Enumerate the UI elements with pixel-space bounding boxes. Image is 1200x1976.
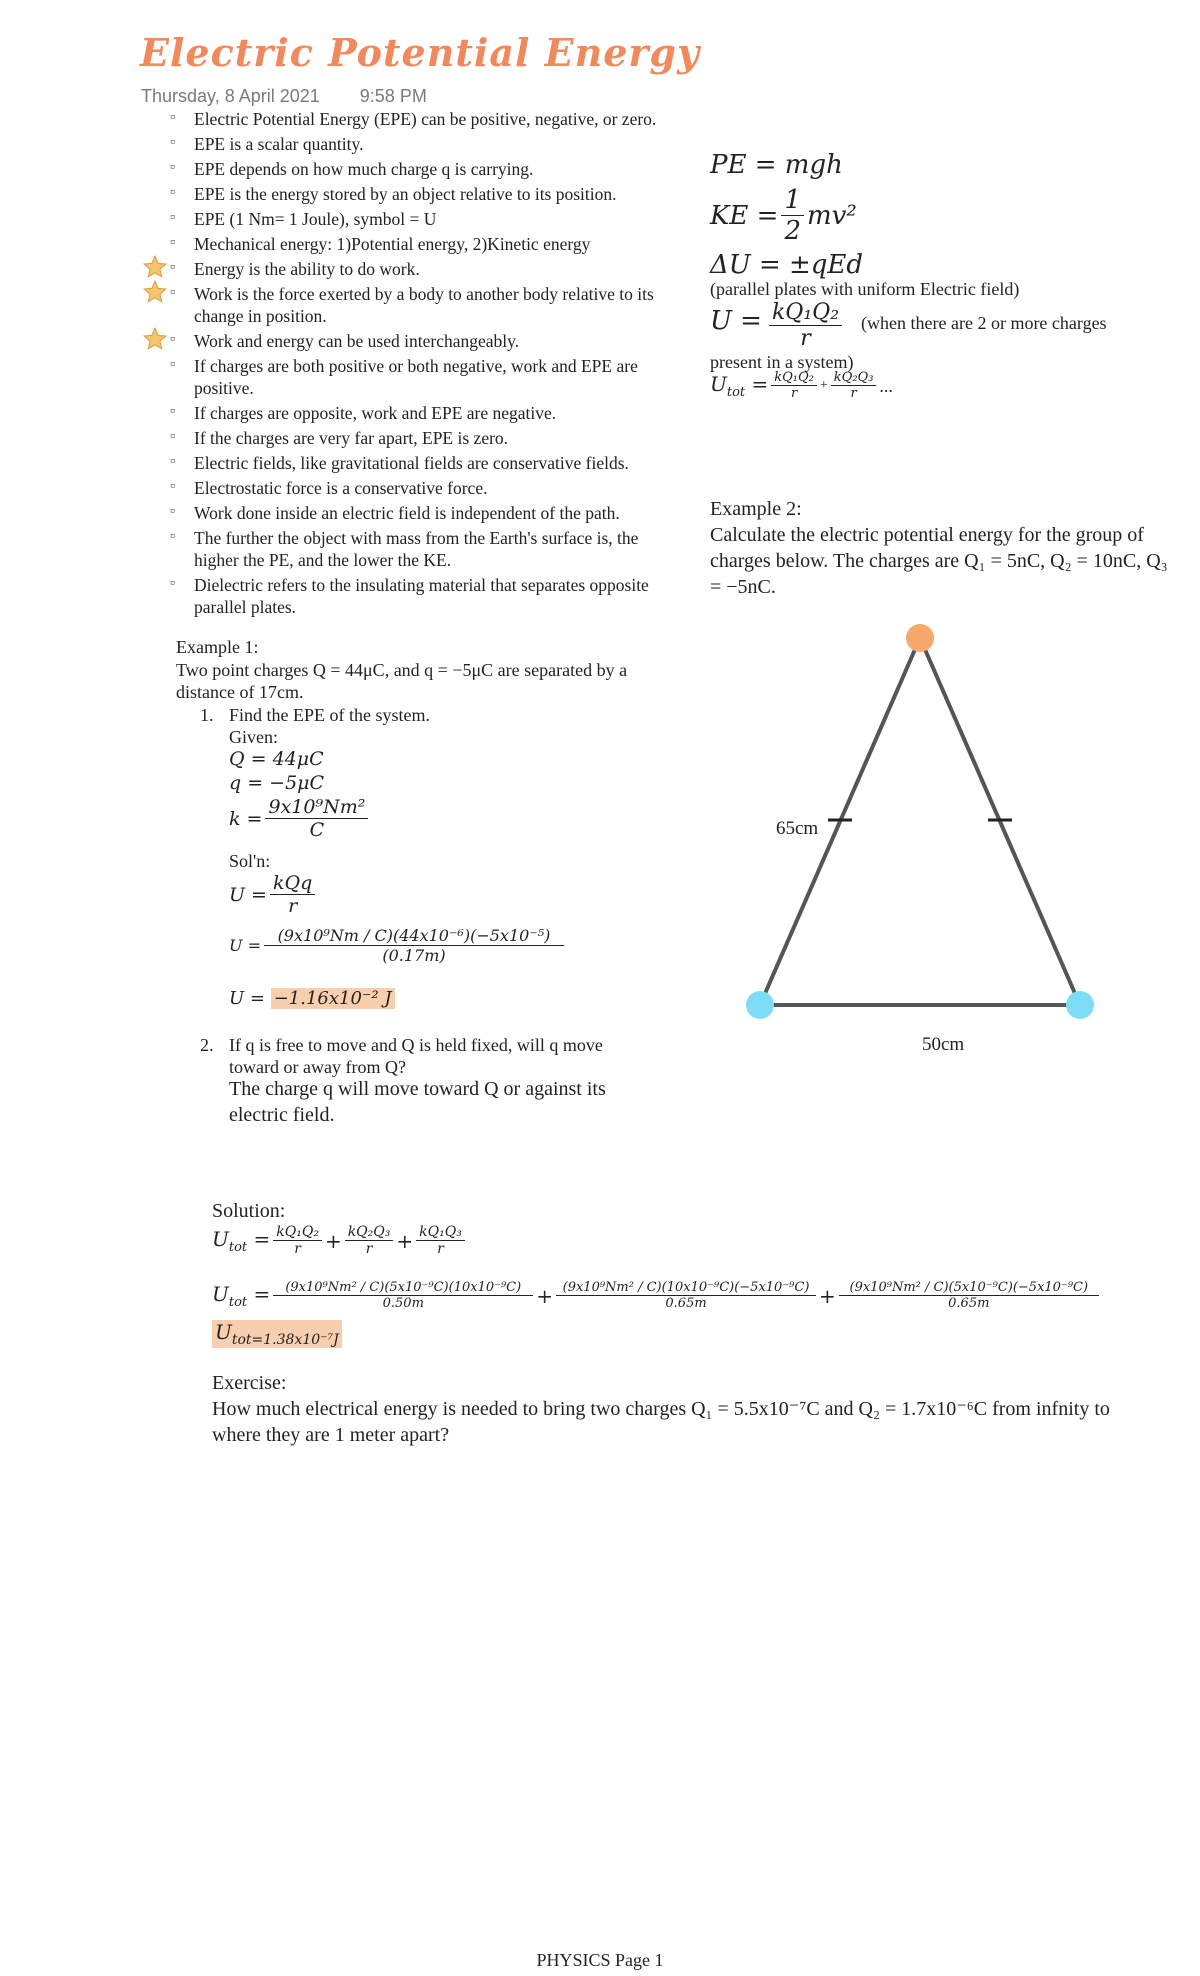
base-length-label: 50cm: [922, 1034, 965, 1055]
example1-given-q: q = −5μC: [229, 772, 325, 794]
solution-sub-plus2: +: [819, 1283, 836, 1308]
bullet-text: The further the object with mass from the Earth's surface is, the higher the PE, and the lower the KE.: [194, 528, 639, 570]
example1-answer-value: −1.16x10⁻² J: [271, 988, 395, 1009]
example2-label: Example 2:: [710, 498, 802, 520]
example1-k-left: k =: [229, 807, 263, 830]
example1-calc: [229, 926, 567, 965]
example1-u-formula: [229, 872, 318, 917]
notes-bullet-list: [170, 108, 670, 621]
charge-triangle-diagram: [740, 620, 1120, 1055]
bullet-text: EPE (1 Nm= 1 Joule), symbol = U: [194, 209, 437, 229]
bullet-item: [170, 233, 670, 255]
bullet-text: EPE is the energy stored by an object relative to its position.: [194, 184, 617, 204]
formula-utot: [710, 370, 893, 401]
example1-problem: Two point charges Q = 44μC, and q = −5μC are separated by a distance of 17cm.: [176, 660, 628, 702]
bullet-item: [170, 208, 670, 230]
bullet-item: [170, 108, 670, 130]
bullet-item: [170, 427, 670, 449]
example1-k-num: 9x10⁹Nm²: [265, 796, 368, 819]
example1-u-num: kQq: [270, 872, 315, 895]
example1-label: Example 1:: [176, 637, 259, 657]
example1-answer: [229, 988, 395, 1009]
example1-soln-label: Sol'n:: [229, 851, 271, 871]
bullet-item: [170, 402, 670, 424]
side-length-label: 65cm: [776, 818, 819, 839]
bullet-text: Work and energy can be used interchangeably.: [194, 331, 520, 351]
solution-term1-den: 0.50m: [382, 1296, 424, 1311]
solution-answer-left: U: [215, 1320, 232, 1344]
solution-r2: r: [365, 1241, 373, 1257]
star-icon: [142, 326, 168, 352]
bullet-text: Electrostatic force is a conservative force.: [194, 478, 488, 498]
formula-u-den: r: [800, 326, 811, 351]
formula-u-note: (when there are 2 or more charges present in a system): [710, 313, 1107, 372]
solution-sub-left: U: [212, 1281, 229, 1306]
example1-given-label: Given:: [229, 727, 278, 747]
example1-calc-left: U =: [229, 936, 261, 955]
example1-calc-den: (0.17m): [382, 946, 446, 965]
example1-calc-num: (9x10⁹Nm / C)(44x10⁻⁶)(−5x10⁻⁵): [264, 926, 564, 946]
page-title: Electric Potential Energy: [140, 30, 701, 75]
example1-u-left: U =: [229, 883, 267, 906]
example2-problem: Calculate the electric potential energy for the group of charges below. The charges are Q₁ = 5nC, Q₂ = 10nC, Q₃ = −5nC.: [710, 524, 1168, 598]
example1-given-Q: Q = 44μC: [229, 748, 324, 770]
example1-u-den: r: [288, 895, 298, 917]
bullet-text: Work is the force exerted by a body to another body relative to its change in position.: [194, 284, 654, 326]
formula-utot-num1: kQ₁Q₂: [771, 370, 817, 386]
formula-u: [710, 300, 1130, 373]
solution-sub-eq: =: [247, 1281, 271, 1306]
formula-ke-left: KE =: [710, 200, 779, 231]
solution-plus1: +: [324, 1228, 342, 1253]
bullet-text: EPE depends on how much charge q is carrying.: [194, 159, 534, 179]
example1-k: [229, 796, 371, 841]
bullet-item: [170, 355, 670, 399]
example1-q1-index: 1.: [200, 705, 214, 725]
formula-delta-u: ΔU = ±qEd: [710, 250, 864, 280]
solution-utot-left: U: [212, 1226, 229, 1251]
solution-label: Solution:: [212, 1200, 286, 1222]
star-icon: [142, 279, 168, 305]
formula-delta-u-note: (parallel plates with uniform Electric field): [710, 279, 1020, 299]
formula-utot-sub: tot: [726, 384, 746, 400]
bullet-text: Electric fields, like gravitational fields are conservative fields.: [194, 453, 629, 473]
formula-u-left: U =: [710, 306, 762, 337]
solution-answer: [212, 1320, 342, 1348]
formula-ke-num: 1: [781, 185, 804, 216]
bullet-item: [170, 502, 670, 524]
example1-k-den: C: [309, 819, 325, 841]
formula-u-num: kQ₁Q₂: [769, 300, 842, 326]
formula-utot-dots: ...: [879, 375, 893, 396]
formula-utot-den2: r: [850, 386, 857, 401]
formula-utot-num2: kQ₂Q₃: [831, 370, 877, 386]
solution-sub-plus1: +: [536, 1283, 554, 1308]
bullet-item: [170, 283, 670, 327]
star-icon: [142, 254, 168, 280]
example1-answer-left: U =: [229, 988, 265, 1009]
solution-term2-num: (9x10⁹Nm² / C)(10x10⁻⁹C)(−5x10⁻⁹C): [556, 1280, 816, 1296]
solution-t1: kQ₁Q₂: [273, 1224, 322, 1241]
bullet-item: [170, 183, 670, 205]
charge-bottom-left: [746, 991, 774, 1019]
solution-term1-num: (9x10⁹Nm² / C)(5x10⁻⁹C)(10x10⁻⁹C): [273, 1280, 533, 1296]
bullet-text: Dielectric refers to the insulating material that separates opposite parallel plates.: [194, 575, 649, 617]
solution-formula: [212, 1224, 468, 1257]
solution-term3-num: (9x10⁹Nm² / C)(5x10⁻⁹C)(−5x10⁻⁹C): [839, 1280, 1099, 1296]
solution-r3: r: [437, 1241, 444, 1257]
solution-utot-sub: tot: [228, 1239, 248, 1255]
bullet-text: Work done inside an electric field is independent of the path.: [194, 503, 620, 523]
bullet-item: [170, 258, 670, 280]
formula-utot-den1: r: [790, 386, 798, 401]
page-timestamp: [141, 86, 427, 107]
solution-term2-den: 0.65m: [665, 1296, 707, 1311]
formula-ke-den: 2: [784, 216, 801, 246]
bullet-item: [170, 330, 670, 352]
bullet-item: [170, 574, 670, 618]
page-time: 9:58 PM: [359, 86, 427, 106]
solution-sub-sub: tot: [228, 1294, 248, 1310]
bullet-text: If the charges are very far apart, EPE is zero.: [194, 428, 509, 448]
solution-answer-value: tot=1.38x10⁻⁷J: [231, 1332, 339, 1348]
solution-utot-eq: =: [247, 1226, 271, 1251]
bullet-text: Mechanical energy: 1)Potential energy, 2)Kinetic energy: [194, 234, 591, 254]
solution-t2: kQ₂Q₃: [345, 1224, 394, 1241]
solution-r1: r: [294, 1241, 301, 1257]
solution-t3: kQ₁Q₃: [416, 1224, 465, 1241]
formula-ke: [710, 185, 857, 246]
bullet-text: EPE is a scalar quantity.: [194, 134, 364, 154]
charge-bottom-right: [1066, 991, 1094, 1019]
solution-term3-den: 0.65m: [948, 1296, 990, 1311]
exercise-label: Exercise:: [212, 1372, 287, 1394]
formula-utot-left: U: [710, 371, 727, 396]
bullet-item: [170, 477, 670, 499]
example1-q1: Find the EPE of the system.: [229, 705, 430, 725]
solution-substitution: [212, 1280, 1102, 1311]
example1-q2-index: 2.: [200, 1035, 214, 1055]
bullet-item: [170, 133, 670, 155]
example1-q2: If q is free to move and Q is held fixed, will q move toward or away from Q?: [229, 1035, 603, 1077]
formula-pe: PE = mgh: [710, 150, 843, 180]
solution-plus2: +: [396, 1228, 414, 1253]
bullet-text: Electric Potential Energy (EPE) can be positive, negative, or zero.: [194, 109, 657, 129]
page-footer: PHYSICS Page 1: [536, 1950, 664, 1970]
bullet-item: [170, 452, 670, 474]
formula-utot-eq: =: [745, 371, 769, 396]
bullet-item: [170, 527, 670, 571]
charge-q1-top: [906, 624, 934, 652]
bullet-text: Energy is the ability to do work.: [194, 259, 420, 279]
bullet-text: If charges are opposite, work and EPE are negative.: [194, 403, 557, 423]
bullet-text: If charges are both positive or both negative, work and EPE are positive.: [194, 356, 638, 398]
bullet-item: [170, 158, 670, 180]
formula-ke-right: mv²: [807, 200, 857, 231]
example1-answer2: The charge q will move toward Q or against its electric field.: [229, 1078, 606, 1126]
exercise-text: How much electrical energy is needed to bring two charges Q₁ = 5.5x10⁻⁷C and Q₂ = 1.7x10⁻⁶C from infnity to where they are 1 meter apart?: [212, 1398, 1110, 1446]
formula-utot-plus: +: [819, 377, 828, 393]
page-date: Thursday, 8 April 2021: [141, 86, 320, 106]
